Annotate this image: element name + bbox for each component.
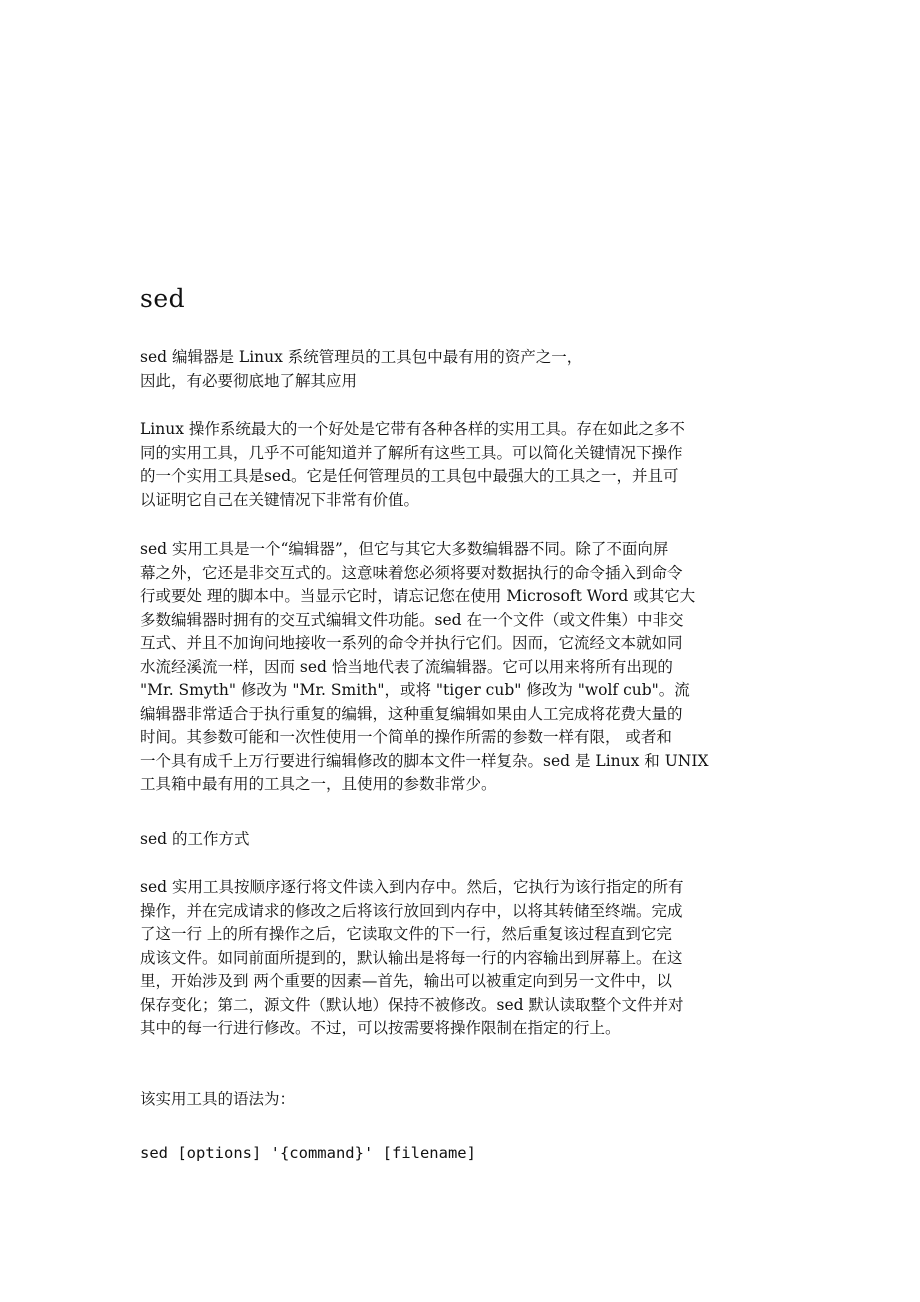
text-line: 工具箱中最有用的工具之一，且使用的参数非常少。 — [140, 775, 497, 793]
text-line: 以证明它自己在关键情况下非常有价值。 — [140, 490, 420, 509]
text-line: 操作，并在完成请求的修改之后将该行放回到内存中，以将其转储至终端。完成 — [140, 901, 683, 920]
text-line: 一个具有成千上万行要进行编辑修改的脚本文件一样复杂。sed 是 Linux 和 UNIX — [140, 751, 709, 770]
text-line: 互式、并且不加询问地接收一系列的命令并执行它们。因而，它流经文本就如同 — [140, 634, 683, 652]
text-line: 其中的每一行进行修改。不过，可以按需要将操作限制在指定的行上。 — [140, 1019, 621, 1037]
text-line: 的一个实用工具是sed。它是任何管理员的工具包中最强大的工具之一，并且可 — [140, 467, 679, 485]
text-line: 了这一行 上的所有操作之后，它读取文件的下一行，然后重复该过程直到它完 — [140, 925, 672, 943]
text-line: 水流经溪流一样，因而 sed 恰当地代表了流编辑器。它可以用来将所有出现的 — [140, 657, 673, 676]
text-line: 里，开始涉及到 两个重要的因素—首先，输出可以被重定向到另一文件中，以 — [140, 972, 672, 990]
text-line: sed 实用工具按顺序逐行将文件读入到内存中。然后，它执行为该行指定的所有 — [140, 878, 684, 896]
section-heading: sed 的工作方式 — [140, 830, 250, 848]
text-line: sed 编辑器是 Linux 系统管理员的工具包中最有用的资产之一， — [140, 348, 583, 366]
document-title: sed — [140, 284, 186, 313]
text-line: 同的实用工具，几乎不可能知道并了解所有这些工具。可以简化关键情况下操作 — [140, 443, 683, 462]
paragraph-editor-description — [140, 538, 805, 797]
intro-paragraph — [140, 346, 805, 393]
text-line: 幕之外，它还是非交互式的。这意味着您必须将要对数据执行的命令插入到命令 — [140, 563, 683, 582]
syntax-label: 该实用工具的语法为： — [140, 1090, 296, 1108]
text-line: 成该文件。如同前面所提到的，默认输出是将每一行的内容输出到屏幕上。在这 — [140, 948, 683, 967]
text-line: "Mr. Smyth" 修改为 "Mr. Smith"，或将 "tiger cub" 修改为 "wolf cub"。流 — [140, 681, 690, 699]
paragraph-overview — [140, 418, 805, 512]
text-line: 时间。其参数可能和一次性使用一个简单的操作所需的参数一样有限， 或者和 — [140, 728, 672, 746]
text-line: Linux 操作系统最大的一个好处是它带有各种各样的实用工具。存在如此之多不 — [140, 420, 685, 438]
text-line: 编辑器非常适合于执行重复的编辑，这种重复编辑如果由人工完成将花费大量的 — [140, 704, 683, 723]
text-line: 保存变化；第二，源文件（默认地）保持不被修改。sed 默认读取整个文件并对 — [140, 995, 684, 1014]
text-line: 多数编辑器时拥有的交互式编辑文件功能。sed 在一个文件（或文件集）中非交 — [140, 610, 684, 629]
text-line: 因此，有必要彻底地了解其应用 — [140, 371, 358, 390]
text-line: sed 实用工具是一个“编辑器”，但它与其它大多数编辑器不同。除了不面向屏 — [140, 540, 669, 558]
syntax-example: sed [options] '{command}' [filename] — [140, 1144, 476, 1162]
text-line: 行或要处 理的脚本中。当显示它时，请忘记您在使用 Microsoft Word 或其它大 — [140, 587, 696, 605]
paragraph-how-it-works — [140, 876, 805, 1041]
